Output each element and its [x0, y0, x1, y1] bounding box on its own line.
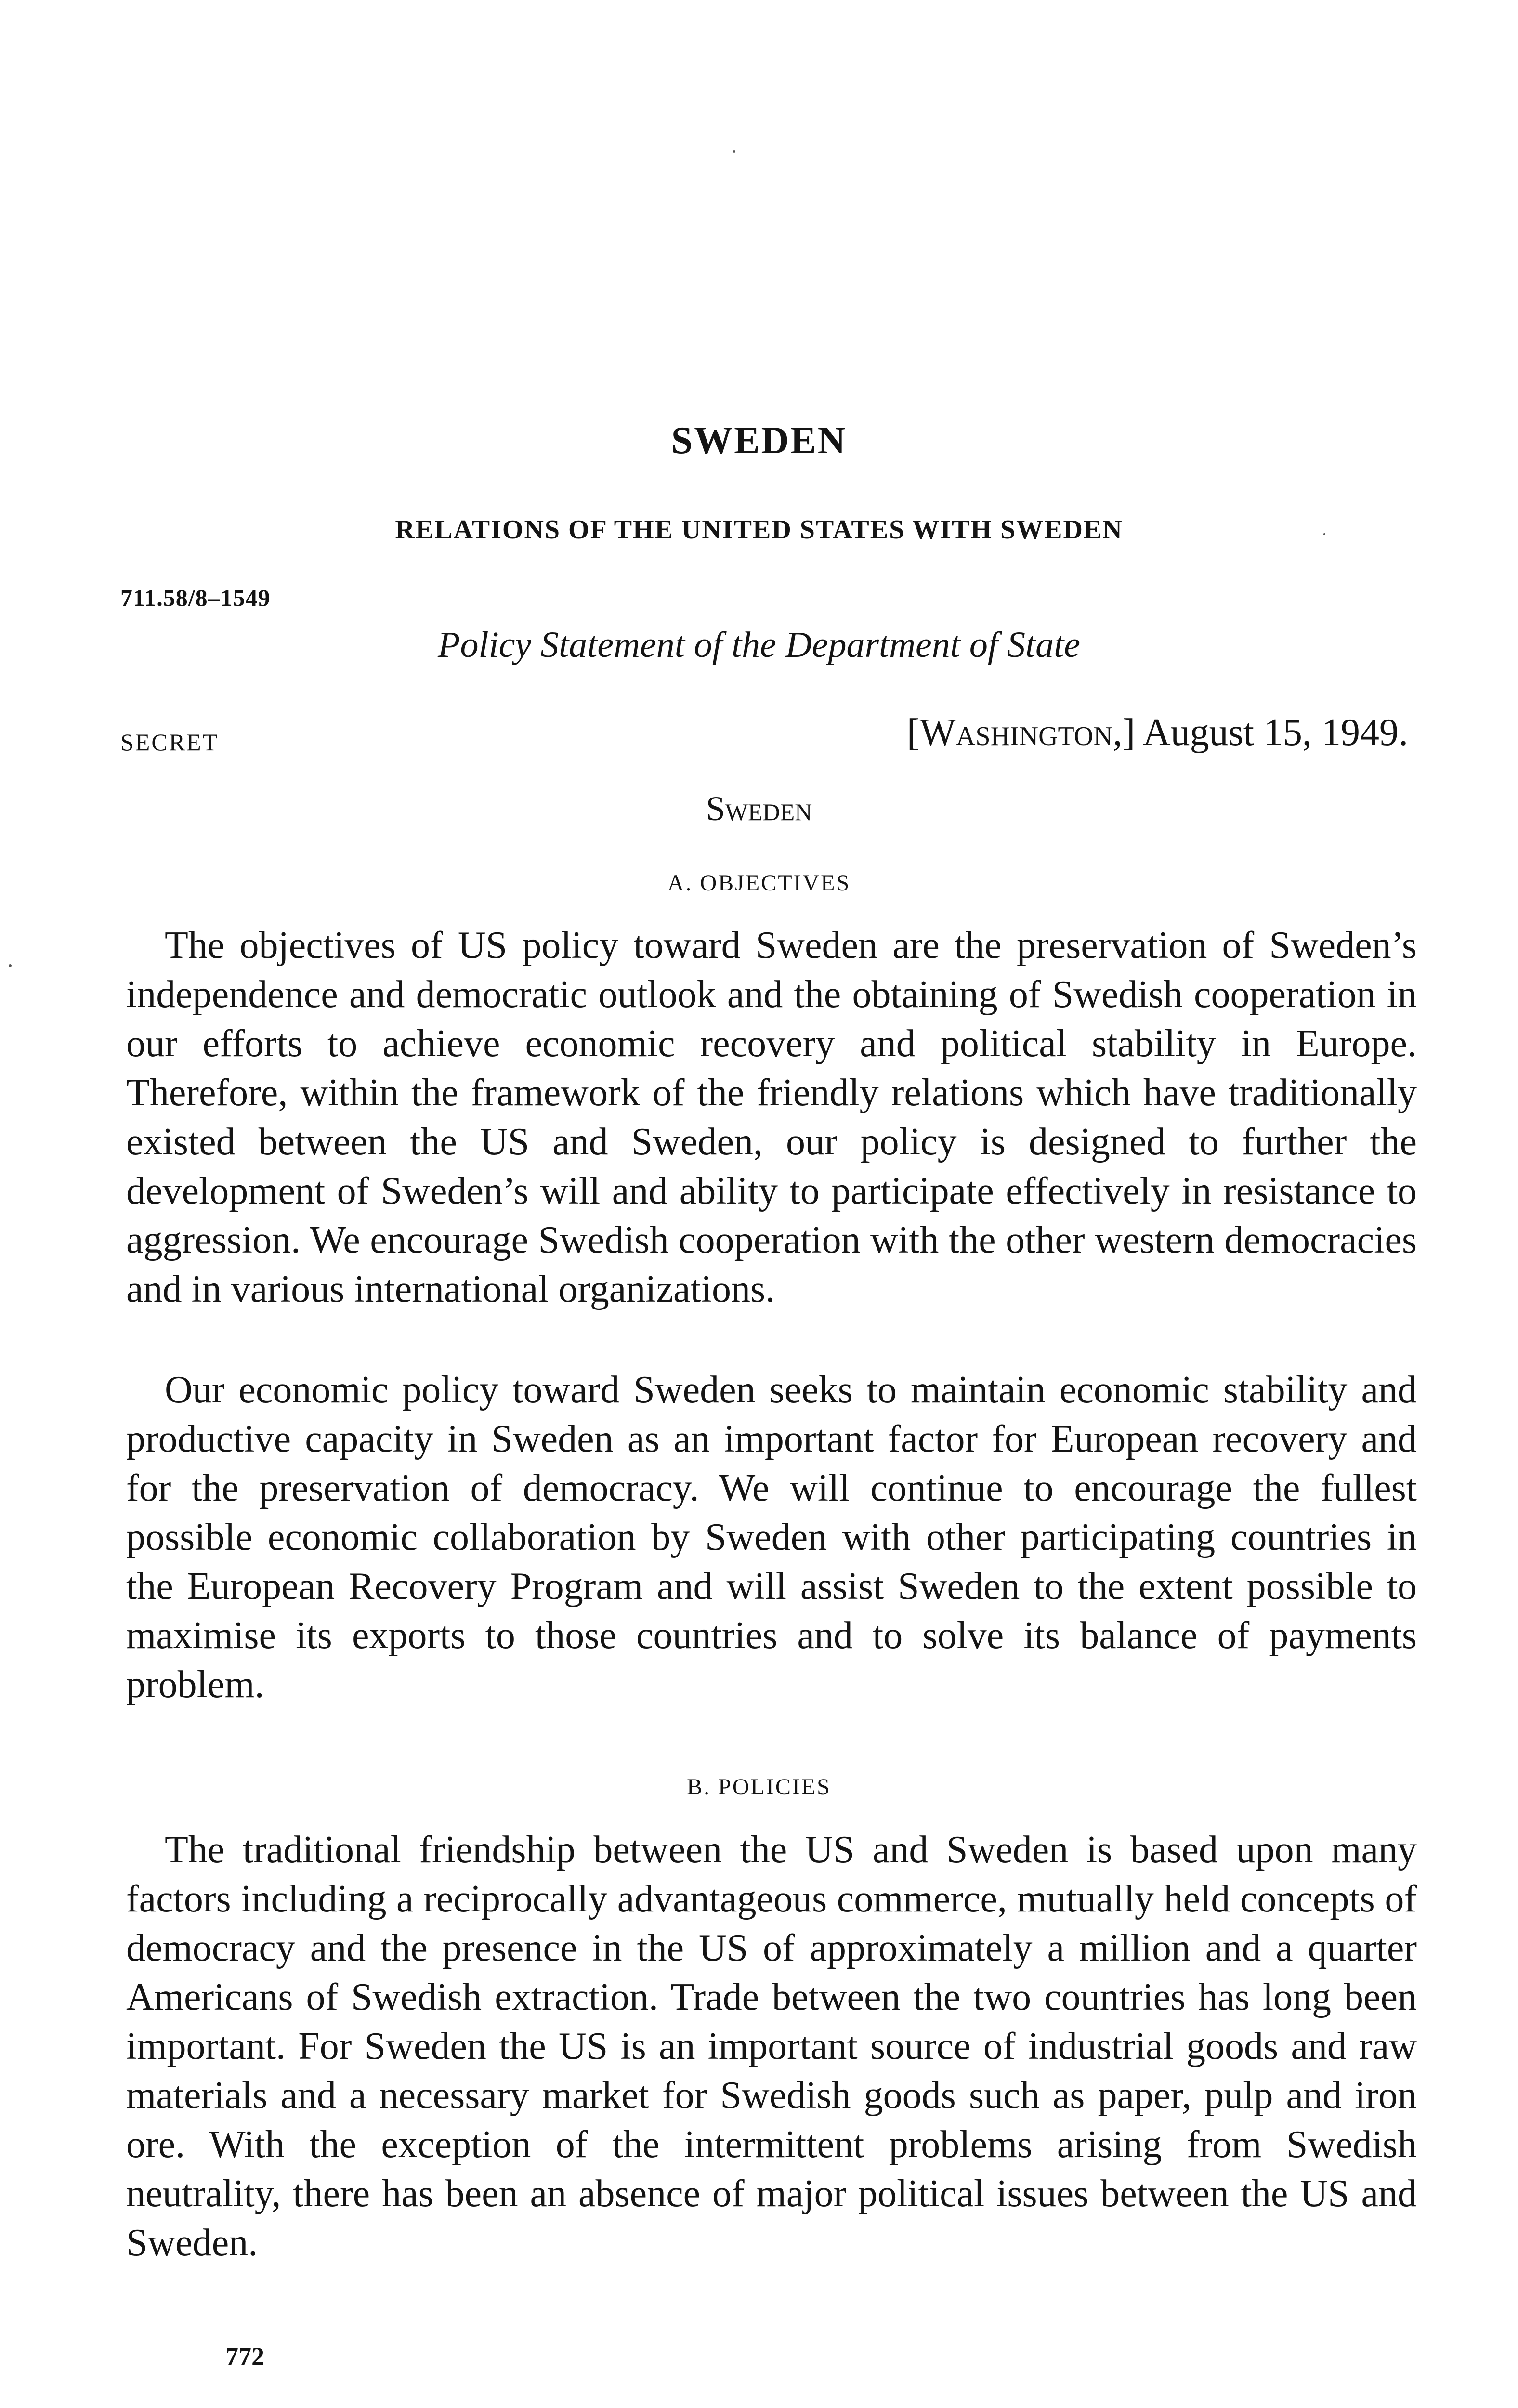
- document-heading: Sweden: [706, 789, 812, 828]
- section-title: RELATIONS OF THE UNITED STATES WITH SWEDEN: [395, 515, 1123, 545]
- paragraph: Our economic policy toward Sweden seeks to maintain economic stability and productive capacity in Sweden as an important factor for European recovery and for the preservation of democracy. We will continue to encourage the fullest possible economic collaboration by Sweden with other participating countries in the European Recovery Program and will assist Sweden to the extent possible to maximise its exports to those countries and to solve its balance of payments problem.: [126, 1369, 1417, 1706]
- page-number: 772: [225, 2342, 264, 2371]
- dateline: [907, 711, 1408, 755]
- file-number: 711.58/8–1549: [120, 584, 271, 611]
- chapter-title: SWEDEN: [671, 419, 847, 462]
- dateline-place: [Washington,]: [906, 711, 1136, 754]
- scan-speck: [9, 964, 12, 967]
- scan-speck: [1323, 533, 1325, 535]
- document-title: Policy Statement of the Department of State: [438, 625, 1080, 665]
- classification-label: SECRET: [120, 729, 219, 756]
- paragraph: The traditional friendship between the US and Sweden is based upon many factors including a reciprocally advantageous commerce, mutually held concepts of democracy and the presence in the US of approximately a million and a quarter Americans of Swedish extraction. Trade between the two countries has long been important. For Sweden the US is an important source of industrial goods and raw materials and a necessary market for Swedish goods such as paper, pulp and iron ore. With the exception of the intermittent problems arising from Swedish neutrality, there has been an absence of major political issues between the US and Sweden.: [126, 1829, 1417, 2264]
- section-heading-policies: B. POLICIES: [687, 1774, 831, 1800]
- section-heading-objectives: A. OBJECTIVES: [667, 870, 851, 896]
- dateline-date: August 15, 1949.: [1142, 711, 1408, 754]
- scan-speck: [733, 150, 735, 153]
- paragraph: The objectives of US policy toward Sweden are the preservation of Sweden’s independence and democratic outlook and the obtaining of Swedish cooperation in our efforts to achieve economic recovery and political stability in Europe. Therefore, within the framework of the friendly relations which have traditionally existed between the US and Sweden, our policy is designed to further the development of Sweden’s will and ability to participate effectively in resistance to aggression. We encourage Swedish cooperation with the other western democracies and in various international organizations.: [126, 924, 1417, 1310]
